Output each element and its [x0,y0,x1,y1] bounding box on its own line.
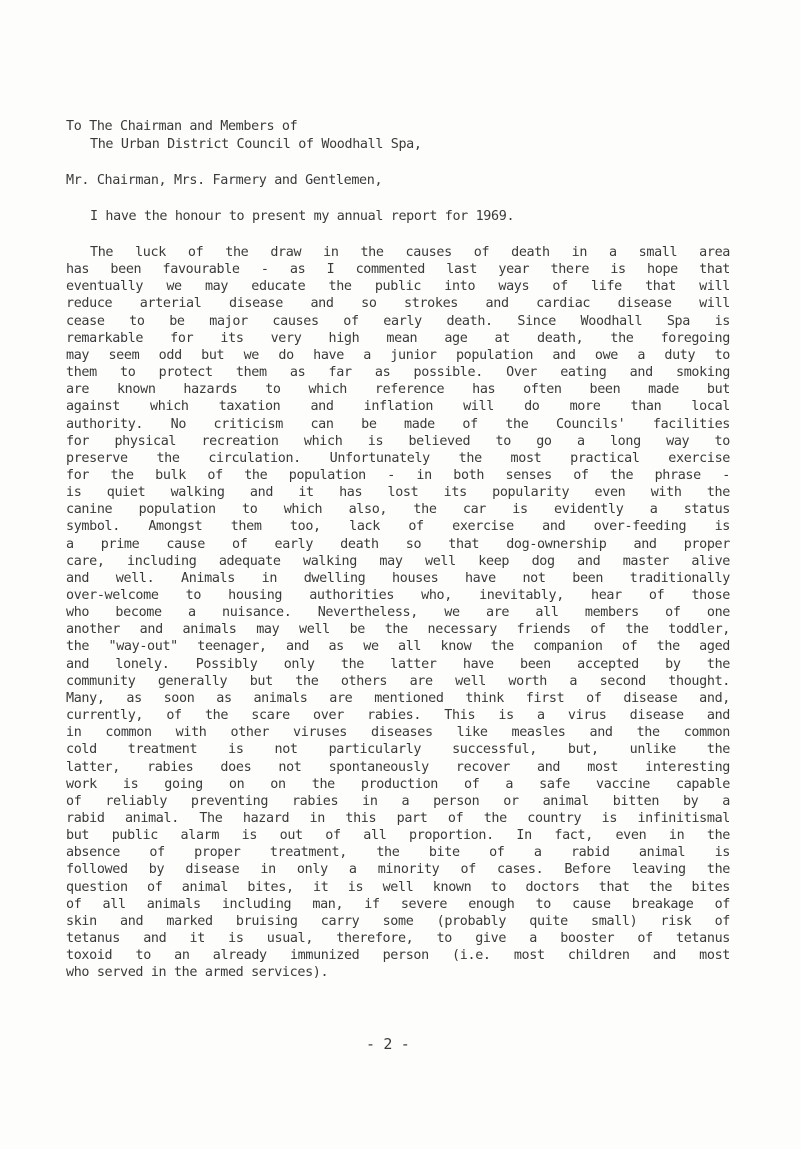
body-line: work is going on on the production of a safe vaccine capable [66,776,730,792]
body-line: question of animal bites, it is well known to doctors that the bites [66,879,730,895]
body-line: absence of proper treatment, the bite of a rabid animal is [66,845,730,861]
body-line: cease to be major causes of early death. Since Woodhall Spa is [66,313,730,329]
body-line: The luck of the draw in the causes of death in a small area [90,245,730,260]
body-line: care, including adequate walking may well keep dog and master alive [66,553,730,569]
body-line: community generally but the others are well worth a second thought. [66,673,730,689]
body-line: the "way-out" teenager, and as we all know the companion of the aged [66,639,730,655]
body-line: canine population to which also, the car is evidently a status [66,502,730,518]
body-line: skin and marked bruising carry some (probably quite small) risk of [66,913,730,929]
body-line: currently, of the scare over rabies. This is a virus disease and [66,708,730,724]
body-line: and lonely. Possibly only the latter have been accepted by the [66,656,730,672]
body-line: in common with other viruses diseases like measles and the common [66,725,730,741]
body-line: toxoid to an already immunized person (i.e. most children and most [66,948,730,964]
body-line: who become a nuisance. Nevertheless, we are all members of one [66,605,730,621]
salutation: Mr. Chairman, Mrs. Farmery and Gentlemen, [66,173,383,188]
body-line: over-welcome to housing authorities who, inevitably, hear of those [66,588,730,603]
body-line: tetanus and it is usual, therefore, to give a booster of tetanus [66,931,730,946]
body-line: for physical recreation which is believed to go a long way to [66,433,730,449]
body-line: has been favourable - as I commented last year there is hope that [66,262,730,278]
body-line: rabid animal. The hazard in this part of the country is infinitismal [66,810,730,826]
body-line: them to protect them as far as possible. Over eating and smoking [66,365,730,381]
body-line: against which taxation and inflation will do more than local [66,399,730,415]
body-line: for the bulk of the population - in both senses of the phrase - [66,467,730,483]
body-line: latter, rabies does not spontaneously recover and most interesting [66,759,730,775]
body-line: reduce arterial disease and so strokes and cardiac disease will [66,296,730,312]
body-line: eventually we may educate the public into ways of life that will [66,279,730,295]
body-line: may seem odd but we do have a junior population and owe a duty to [66,347,730,363]
body-line: followed by disease in only a minority of cases. Before leaving the [66,862,730,878]
body-line: Many, as soon as animals are mentioned think first of disease and, [66,690,730,706]
body-line: of all animals including man, if severe enough to cause breakage of [66,896,730,912]
body-line: remarkable for its very high mean age at death, the foregoing [66,330,730,346]
body-line: authority. No criticism can be made of the Councils' facilities [66,416,730,432]
body-line: but public alarm is out of all proportion. In fact, even in the [66,828,730,844]
address-line-2: The Urban District Council of Woodhall Spa, [90,137,422,152]
body-line: another and animals may well be the necessary friends of the toddler, [66,622,730,638]
body-line: who served in the armed services). [66,965,329,981]
body-line: are known hazards to which reference has often been made but [66,382,730,398]
body-line: and well. Animals in dwelling houses have not been traditionally [66,570,730,586]
body-line: symbol. Amongst them too, lack of exercise and over-feeding is [66,519,730,535]
address-line-1: To The Chairman and Members of [66,119,298,134]
body-line: preserve the circulation. Unfortunately the most practical exercise [66,450,730,466]
body-line: a prime cause of early death so that dog-ownership and proper [66,536,730,552]
page-number: - 2 - [366,1035,410,1053]
body-line: cold treatment is not particularly successful, but, unlike the [66,742,730,758]
intro-line: I have the honour to present my annual report for 1969. [90,209,515,224]
body-line: is quiet walking and it has lost its popularity even with the [66,485,730,501]
body-line: of reliably preventing rabies in a person or animal bitten by a [66,793,730,809]
